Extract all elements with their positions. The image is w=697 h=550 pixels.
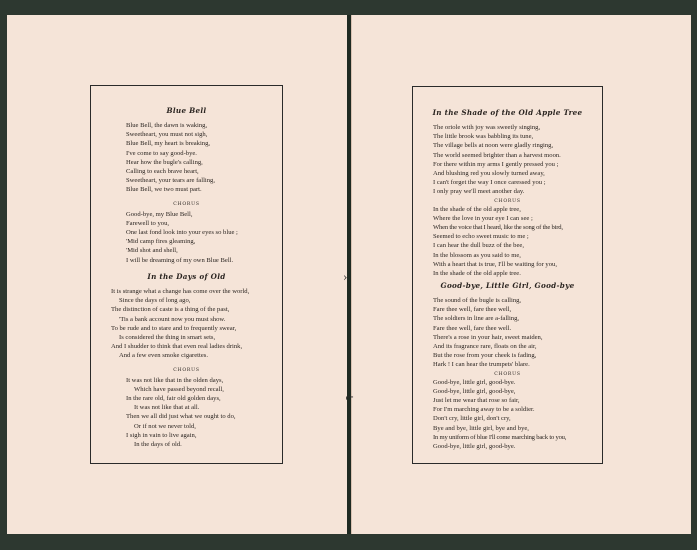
lyric-line: For there within my arms I gently pressed you ; xyxy=(433,160,559,168)
lyric-line: Is considered the thing in smart sets, xyxy=(119,334,216,342)
lyric-line: Farewell to you, xyxy=(126,219,170,227)
song-title: In the Shade of the Old Apple Tree xyxy=(432,108,583,117)
chorus-label: CHORUS xyxy=(494,371,521,377)
lyric-line: The distinction of caste is a thing of the past, xyxy=(111,306,230,314)
lyric-line: Good-bye, little girl, good-bye. xyxy=(433,378,516,386)
lyric-line: Sweetheart, your tears are falling, xyxy=(126,177,215,185)
lyric-line: The little brook was babbling its tune, xyxy=(433,133,534,141)
verse xyxy=(433,123,602,197)
lyric-line: I only pray we'll meet another day. xyxy=(433,188,525,196)
lyric-line: Since the days of long ago, xyxy=(119,297,191,305)
lyric-line: Then we all did just what we ought to do, xyxy=(126,413,236,421)
song-title: In the Days of Old xyxy=(147,272,226,281)
lyric-line: And I shudder to think that even real ladies drink, xyxy=(111,343,243,351)
lyric-line: Seemed to echo sweet music to me ; xyxy=(433,233,529,241)
lyric-line: Or if not we never told, xyxy=(134,422,196,430)
song-blue-bell xyxy=(91,106,282,265)
verse xyxy=(433,296,602,370)
lyric-line: 'Mid shot and shell, xyxy=(126,247,178,255)
lyric-line: Sweetheart, you must not sigh, xyxy=(126,131,208,139)
verse xyxy=(111,287,282,361)
lyric-line: The sound of the bugle is calling, xyxy=(433,297,522,304)
lyric-line: When the voice that I heard, like the song of the bird, xyxy=(433,224,563,232)
lyric-line: With a heart that is true, I'll be waiting for you, xyxy=(433,260,557,268)
lyric-line: And blushing red you slowly turned away, xyxy=(433,170,545,178)
lyric-line: Calling to each brave heart, xyxy=(126,168,199,176)
lyric-line: The soldiers in line are a-falling, xyxy=(433,315,520,323)
binding-mark-top: › xyxy=(343,271,348,284)
lyric-line: Good-bye, little girl, good-bye, xyxy=(433,387,516,395)
chorus xyxy=(433,205,602,279)
lyric-line: Fare thee well, fare thee well. xyxy=(433,324,512,332)
lyric-line: Just let me wear that rose so fair, xyxy=(433,397,520,405)
lyric-line: The village bells at noon were gladly ringing, xyxy=(433,142,554,150)
book-spine xyxy=(347,15,351,534)
lyric-line: I can't forget the way I once caressed you ; xyxy=(433,179,546,187)
lyric-line: But the rose from your cheek is fading, xyxy=(433,352,537,360)
lyric-line: In the shade of the old apple tree, xyxy=(433,205,521,213)
chorus xyxy=(126,376,282,450)
lyric-line: It is strange what a change has come over the world, xyxy=(111,288,250,295)
lyric-line: And its fragrance rare, floats on the air, xyxy=(433,343,537,351)
lyric-line: The world seemed brighter than a harvest moon. xyxy=(433,151,561,159)
lyric-line: Bye and bye, little girl, bye and bye, xyxy=(433,424,529,432)
lyric-line: 'Mid camp fires gleaming, xyxy=(126,238,196,246)
left-lyrics-frame xyxy=(90,85,283,464)
lyric-line: The oriole with joy was sweetly singing, xyxy=(433,124,541,131)
lyric-line: I sigh in vain to live again, xyxy=(126,431,197,439)
lyric-line: I've come to say good-bye. xyxy=(126,149,197,157)
lyric-line: To be rude and to stare and to frequently swear, xyxy=(111,324,237,332)
lyric-line: One last fond look into your eyes so blue ; xyxy=(126,229,238,237)
lyric-line: In the blossom as you said to me, xyxy=(433,251,521,259)
lyric-line: 'Tis a bank account now you must show. xyxy=(119,315,226,323)
lyric-line: It was not like that at all. xyxy=(134,404,200,412)
lyric-line: For I'm marching away to be a soldier. xyxy=(433,406,535,414)
lyric-line: In the rare old, fair old golden days, xyxy=(126,395,221,403)
binding-mark-bottom: ⌐ xyxy=(345,391,355,404)
lyric-line: Blue Bell, we two must part. xyxy=(126,186,202,194)
lyric-line: Which have passed beyond recall, xyxy=(134,385,224,393)
lyric-line: In the days of old. xyxy=(134,441,182,449)
verse xyxy=(126,121,282,195)
chorus xyxy=(126,210,282,265)
lyric-line: There's a rose in your hair, sweet maiden, xyxy=(433,333,543,341)
song-title: Good-bye, Little Girl, Good-bye xyxy=(440,281,575,290)
lyric-line: In my uniform of blue I'll come marching back to you, xyxy=(433,433,567,441)
lyric-line: Good-bye, my Blue Bell, xyxy=(126,210,193,218)
chorus-label: CHORUS xyxy=(494,198,521,204)
lyric-line: Blue Bell, my heart is breaking, xyxy=(126,140,211,148)
song-in-the-shade-of-the-old-apple-tree xyxy=(413,108,602,278)
lyric-line: Good-bye, little girl, good-bye. xyxy=(433,443,516,451)
chorus-label: CHORUS xyxy=(173,367,200,373)
lyric-line: Fare thee well, fare thee well, xyxy=(433,306,512,314)
lyric-line: Hark ! I can hear the trumpets' blare. xyxy=(433,361,530,369)
song-good-bye-little-girl-good-bye xyxy=(413,281,602,451)
chorus-label: CHORUS xyxy=(173,201,200,207)
lyric-line: Blue Bell, the dawn is waking, xyxy=(126,122,208,129)
lyric-line: Where the love in your eye I can see ; xyxy=(433,214,533,222)
lyric-line: Don't cry, little girl, don't cry, xyxy=(433,415,511,423)
lyric-line: It was not like that in the olden days, xyxy=(126,376,224,384)
lyric-line: I will be dreaming of my own Blue Bell. xyxy=(126,256,234,264)
lyric-line: And a few even smoke cigarettes. xyxy=(119,352,208,360)
song-in-the-days-of-old xyxy=(91,272,282,449)
right-lyrics-frame xyxy=(412,86,603,464)
song-title: Blue Bell xyxy=(166,106,207,115)
lyric-line: I can hear the dull buzz of the bee, xyxy=(433,242,524,250)
lyric-line: In the shade of the old apple tree. xyxy=(433,270,521,278)
chorus xyxy=(433,378,602,452)
lyric-line: Hear how the bugle's calling, xyxy=(126,158,203,166)
